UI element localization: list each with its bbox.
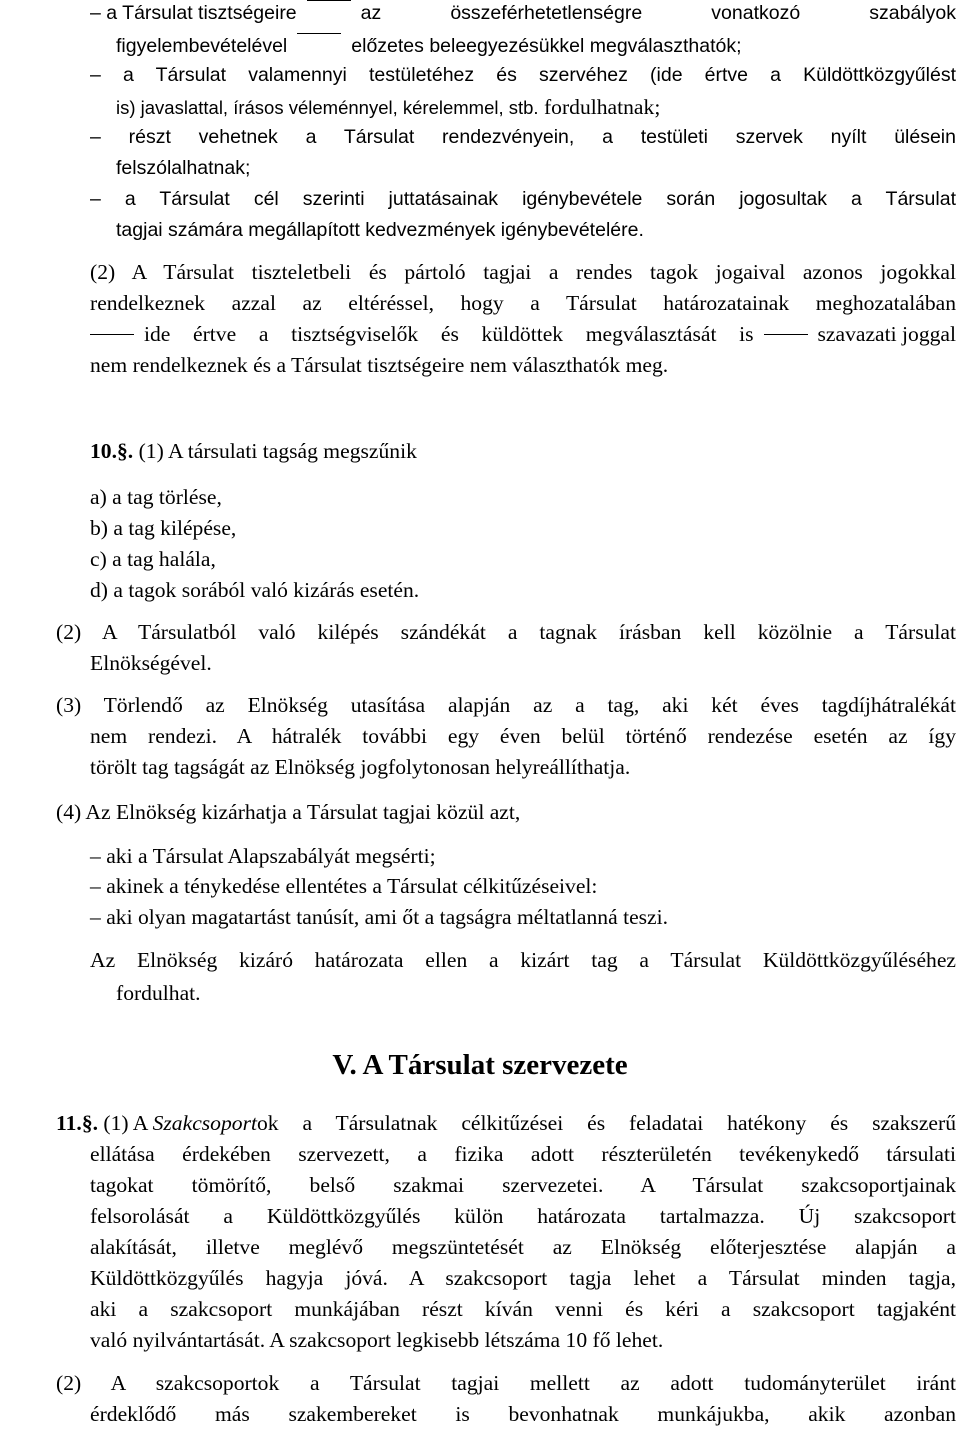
bullet-line-4 — [116, 94, 956, 120]
em-dash — [307, 0, 351, 26]
paragraph-line: Küldöttközgyűlés hagyja jóvá. A szakcsoport tagja lehet a Társulat minden tagja, — [90, 1266, 956, 1290]
section-symbol: §. — [81, 1111, 99, 1135]
bullet-line-3: – a Társulat valamennyi testületéhez és szervéhez (ide értve a Küldöttközgyűlést — [90, 64, 956, 86]
section-heading-text: (1) A — [98, 1111, 153, 1135]
paragraph-line: (2) A Társulat tiszteletbeli és pártoló tagjai a rendes tagok jogaival azonos jogokkal — [90, 260, 956, 284]
paragraph-line: aki a szakcsoport munkájában részt kíván venni és kéri a szakcsoport tagjaként — [90, 1297, 956, 1321]
section-number: 11. — [56, 1111, 82, 1135]
paragraph-line: rendelkeznek azzal az eltéréssel, hogy a Társulat határozatainak meghozatalában — [90, 291, 956, 315]
em-dash — [764, 334, 808, 335]
paragraph-text: ide értve a tisztségviselők és küldöttek megválasztását is — [144, 322, 754, 346]
paragraph-line: (4) Az Elnökség kizárhatja a Társulat tagjai közül azt, — [56, 800, 521, 824]
bullet-text: figyelembevételével — [116, 35, 288, 57]
paragraph-line: (3) Törlendő az Elnökség utasítása alapján az a tag, aki két éves tagdíjhátralékát — [56, 693, 956, 717]
bullet-line-1 — [90, 0, 956, 26]
list-item: a) a tag törlése, — [90, 485, 222, 509]
bullet-text: az összeférhetetlenségre vonatkozó szabályok — [360, 2, 956, 24]
paragraph-line: tagokat tömörítő, belső szakmai szervezetei. A Társulat szakcsoportjainak — [90, 1173, 956, 1197]
section-number: 10. — [90, 439, 117, 463]
em-dash — [297, 33, 341, 59]
bullet-line-6: felszólalhatnak; — [116, 157, 251, 179]
section-symbol: §. — [117, 439, 134, 463]
paragraph-line: törölt tag tagságát az Elnökség jogfolytonosan helyreállíthatja. — [90, 755, 631, 779]
paragraph-line: való nyilvántartását. A szakcsoport legkisebb létszáma 10 fő lehet. — [90, 1328, 664, 1352]
section-10-heading — [90, 438, 417, 464]
bullet-text: előzetes beleegyezésükkel megválaszthatók; — [351, 35, 742, 57]
paragraph-line — [90, 321, 956, 347]
bullet-text: is) javaslattal, írásos véleménnyel, kérelemmel, stb. — [116, 97, 539, 118]
paragraph-line: (2) A szakcsoportok a Társulat tagjai mellett az adott tudományterület iránt — [56, 1371, 956, 1395]
paragraph-line: felsorolását a Küldöttközgyűlés külön határozata tartalmazza. Új szakcsoport — [90, 1204, 956, 1228]
list-item: d) a tagok sorából való kizárás esetén. — [90, 578, 420, 602]
paragraph-line: ellátása érdekében szervezett, a fizika adott részterületén tevékenykedő társulati — [90, 1142, 956, 1166]
list-item: – akinek a ténykedése ellentétes a Társulat célkitűzéseivel: — [90, 874, 598, 898]
section-11-heading — [56, 1110, 956, 1136]
list-item: b) a tag kilépése, — [90, 516, 237, 540]
bullet-text: – a Társulat tisztségeire — [90, 2, 297, 24]
paragraph-text: szavazati joggal — [817, 322, 956, 346]
list-item: – aki a Társulat Alapszabályát megsérti; — [90, 844, 436, 868]
em-dash — [90, 334, 134, 335]
chapter-heading: V. A Társulat szervezete — [332, 1049, 628, 1081]
italic-term: Szakcsoport — [152, 1111, 257, 1135]
paragraph-line: érdeklődő más szakembereket is bevonhatnak munkájukba, akik azonban — [90, 1402, 956, 1426]
paragraph-line: nem rendelkeznek és a Társulat tisztségeire nem választhatók meg. — [90, 353, 669, 377]
bullet-line-2 — [116, 33, 956, 59]
bullet-text: fordulhatnak; — [543, 95, 661, 119]
paragraph-line: alakítását, illetve meglévő megszüntetését az Elnökség előterjesztése alapján a — [90, 1235, 956, 1259]
bullet-line-7: – a Társulat cél szerinti juttatásainak igénybevétele során jogosultak a Társulat — [90, 188, 956, 210]
section-heading-text: (1) A társulati tagság megszűnik — [133, 439, 417, 463]
paragraph-line: fordulhat. — [116, 981, 201, 1005]
list-item: – aki olyan magatartást tanúsít, ami őt a tagságra méltatlanná teszi. — [90, 905, 669, 929]
paragraph-line: Elnökségével. — [90, 651, 212, 675]
bullet-line-8: tagjai számára megállapított kedvezmények igénybevételére. — [116, 219, 644, 241]
bullet-line-5: – részt vehetnek a Társulat rendezvényein, a testületi szervek nyílt ülésein — [90, 126, 956, 148]
paragraph-line: (2) A Társulatból való kilépés szándékát a tagnak írásban kell közölnie a Társulat — [56, 620, 956, 644]
paragraph-line: Az Elnökség kizáró határozata ellen a kizárt tag a Társulat Küldöttközgyűléséhez — [90, 948, 956, 972]
section-heading-text: ok a Társulatnak célkitűzései és feladatai hatékony és szakszerű — [256, 1111, 956, 1135]
paragraph-line: nem rendezi. A hátralék további egy éven belül történő rendezése esetén az így — [90, 724, 956, 748]
list-item: c) a tag halála, — [90, 547, 216, 571]
